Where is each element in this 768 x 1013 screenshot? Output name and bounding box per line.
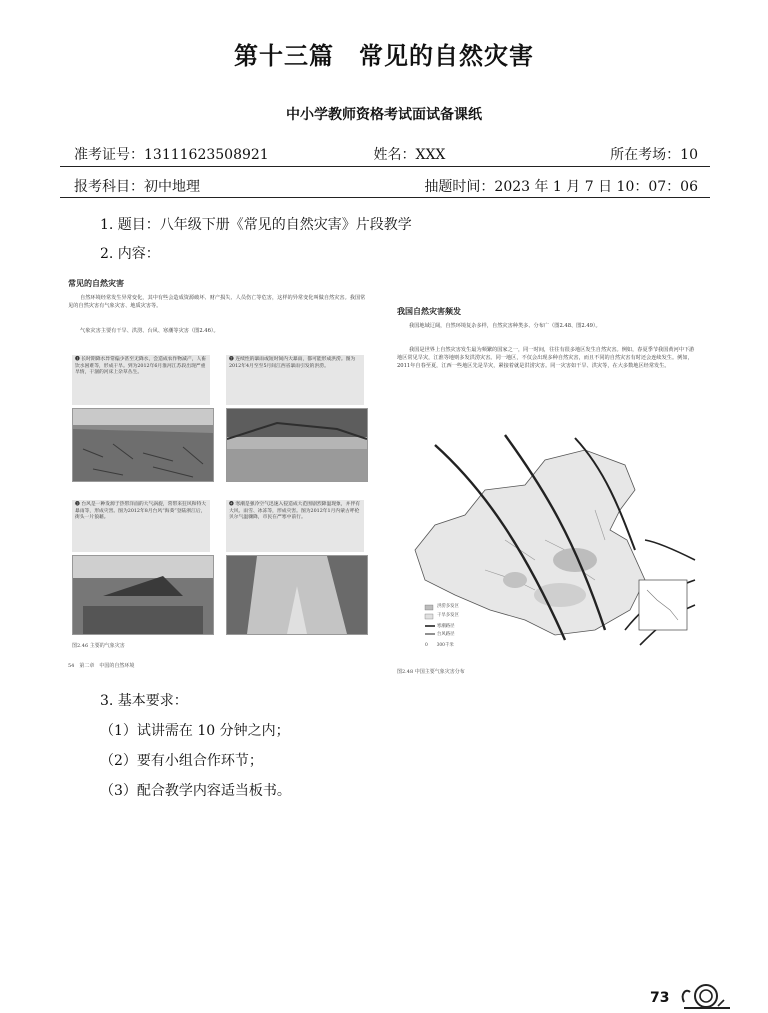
requirement-3: （3）配合教学内容适当板书。: [100, 783, 291, 799]
legend-typhoon: 台风路径: [437, 632, 455, 637]
textbook-page-left: [68, 270, 373, 675]
page-footer: 54 第二章 中国的自然环境: [68, 663, 135, 669]
info-row-1: [74, 144, 698, 164]
candidate-name: 姓名：XXX: [373, 147, 446, 163]
disaster-note-flood: ❷ 连续性的暴雨或短时间内大暴雨，都可能形成洪涝。图为2012年4月至至5月间江西省暴雨引发的洪涝。: [226, 355, 364, 405]
figure-caption: 图2.46 主要的气象灾害: [72, 643, 125, 649]
requirement-1: （1）试讲需在 10 分钟之内；: [100, 723, 290, 739]
legend-flood: 洪涝多发区: [437, 604, 459, 609]
page-title: 第十三篇 常见的自然灾害: [234, 42, 534, 70]
legend-drought: 干旱多发区: [437, 613, 459, 618]
task-item-2: 2. 内容：: [100, 246, 160, 262]
right-paragraph-2: 我国是世界上自然灾害发生最为频繁的国家之一，同一时间，往往有很多地区发生自然灾害。例如，春夏季节我国黄河中下游地区常见旱灾，江淮等地则多发洪涝灾害。同一地区，不仅会出现多种自然灾害，而且不同的自然灾害有时还会连续发生。例如，2011年自春至夏，江西一些地区先是旱灾，紧接着就是洪涝灾害。同一灾害如干旱、洪灾等，在大多数地区经常发生。: [397, 347, 695, 369]
info-row-2: [74, 176, 698, 196]
divider: [60, 166, 710, 167]
drought-photo: [72, 408, 214, 482]
page-number: 73: [650, 990, 670, 1006]
map-scale: 0 300千米: [425, 643, 454, 648]
legend-cold-wave: 寒潮路径: [437, 624, 455, 629]
right-paragraph-1: 我国地域辽阔，自然环境复杂多样，自然灾害种类多、分布广（图2.48、图2.49）。: [409, 323, 601, 329]
left-heading: 常见的自然灾害: [68, 279, 124, 288]
left-paragraph-1: 自然环境经常发生异常变化，其中有些会造成资源破坏、财产损失、人员伤亡等危害，这样的异常变化叫做自然灾害。我国常见的自然灾害有气象灾害、地质灾害等。: [68, 295, 366, 309]
divider: [60, 197, 710, 198]
exam-room: 所在考场：10: [610, 147, 698, 163]
requirement-2: （2）要有小组合作环节；: [100, 753, 263, 769]
cold-wave-photo: [226, 555, 368, 635]
exam-number: 准考证号：13111623508921: [74, 147, 269, 163]
map-caption: 图2.48 中国主要气象灾害分布: [397, 669, 465, 675]
disaster-note-cold-wave: ❹ 寒潮是强冷空气迅速入侵造成大范围剧烈降温现象，并伴有大风、雨雪、冰冻等，形成灾害。图为2012年1月内蒙古呼伦贝尔气温骤降，市民在严寒中前行。: [226, 500, 364, 552]
disaster-note-typhoon: ❸ 台风是一种发源于热带洋面的大气涡旋，常带来狂风和特大暴雨等，形成灾害。图为2012年8月台风“海葵”登陆浙江后，街头一片狼藉。: [72, 500, 210, 552]
subject: 报考科目：初中地理: [74, 179, 200, 195]
draw-time: 抽题时间：2023 年 1 月 7 日 10：07：06: [424, 179, 698, 195]
snail-logo-icon: [678, 980, 734, 1012]
right-heading: 我国自然灾害频发: [397, 307, 461, 316]
typhoon-photo: [72, 555, 214, 635]
left-paragraph-2: 气象灾害主要有干旱、洪涝、台风、寒潮等灾害（图2.46）。: [80, 328, 219, 334]
task-item-3: 3. 基本要求：: [100, 693, 188, 709]
page-subtitle: 中小学教师资格考试面试备课纸: [286, 107, 482, 123]
disaster-note-drought: ❶ 长时期降水异常偏少甚至无降水，会造成农作物减产，人畜饮水困难等，形成干旱。到为2012年6月淮河江苏段出现严重旱情，干涸的河床上杂草丛生。: [72, 355, 210, 405]
flood-photo: [226, 408, 368, 482]
task-item-1: 1. 题目：八年级下册《常见的自然灾害》片段教学: [100, 217, 412, 233]
textbook-page-right: [393, 270, 705, 675]
